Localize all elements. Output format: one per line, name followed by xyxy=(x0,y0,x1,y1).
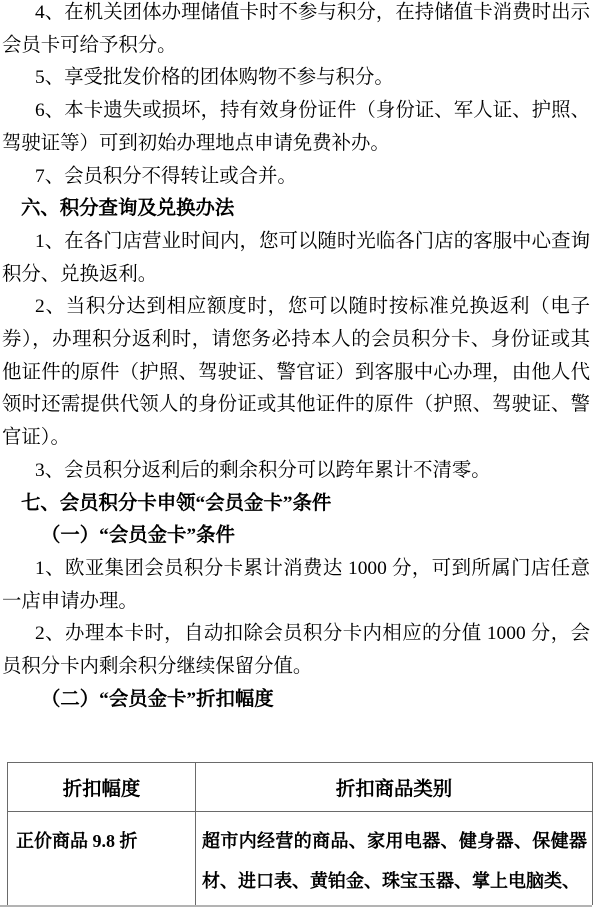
paragraph-item-2: 2、当积分达到相应额度时，您可以随时按标准兑换返利（电子券），办理积分返利时，请您务必持本人的会员积分卡、身份证或其他证件的原件（护照、驾驶证、警官证）到客服中心办理，由他人代领时还需提供代领人的身份证或其他证件的原件（护照、驾驶证、警官证）。 xyxy=(2,296,590,449)
subsection-heading-gold-card-discount: （二）“会员金卡”折扣幅度 xyxy=(41,688,274,710)
discount-table xyxy=(7,762,593,905)
page-edge-line xyxy=(0,905,592,907)
paragraph-item-6: 6、本卡遗失或损坏，持有效身份证件（身份证、军人证、护照、驾驶证等）可到初始办理地点申请免费补办。 xyxy=(2,100,590,154)
subsection-heading-gold-card-conditions: （一）“会员金卡”条件 xyxy=(41,525,235,547)
paragraph-item-4: 4、在机关团体办理储值卡时不参与积分，在持储值卡消费时出示会员卡可给予积分。 xyxy=(2,2,590,56)
paragraph-gold-card-2: 2、办理本卡时，自动扣除会员积分卡内相应的分值 1000 分，会员积分卡内剩余积分继续保留分值。 xyxy=(2,623,590,678)
paragraph-item-1: 1、在各门店营业时间内，您可以随时光临各门店的客服中心查询积分、兑换返利。 xyxy=(2,230,590,285)
table-cell-discount-range: 正价商品 9.8 折 xyxy=(8,812,196,906)
table-row xyxy=(8,812,593,906)
section-heading-6: 六、积分查询及兑换办法 xyxy=(21,198,235,220)
paragraph-gold-card-1: 1、欧亚集团会员积分卡累计消费达 1000 分，可到所属门店任意一店申请办理。 xyxy=(2,557,590,612)
document-body xyxy=(2,0,590,716)
table-cell-product-category: 超市内经营的商品、家用电器、健身器、保健器材、进口表、黄铂金、珠宝玉器、掌上电脑类、 xyxy=(196,812,593,906)
paragraph-item-5: 5、享受批发价格的团体购物不参与积分。 xyxy=(35,67,394,89)
table-header-row xyxy=(8,763,593,812)
discount-table-container xyxy=(7,762,593,905)
section-heading-7: 七、会员积分卡申领“会员金卡”条件 xyxy=(21,492,332,514)
table-header-discount-range: 折扣幅度 xyxy=(8,763,196,812)
table-header-product-category: 折扣商品类别 xyxy=(196,763,593,812)
paragraph-item-3: 3、会员积分返利后的剩余积分可以跨年累计不清零。 xyxy=(35,459,491,481)
paragraph-item-7: 7、会员积分不得转让或合并。 xyxy=(35,165,297,187)
